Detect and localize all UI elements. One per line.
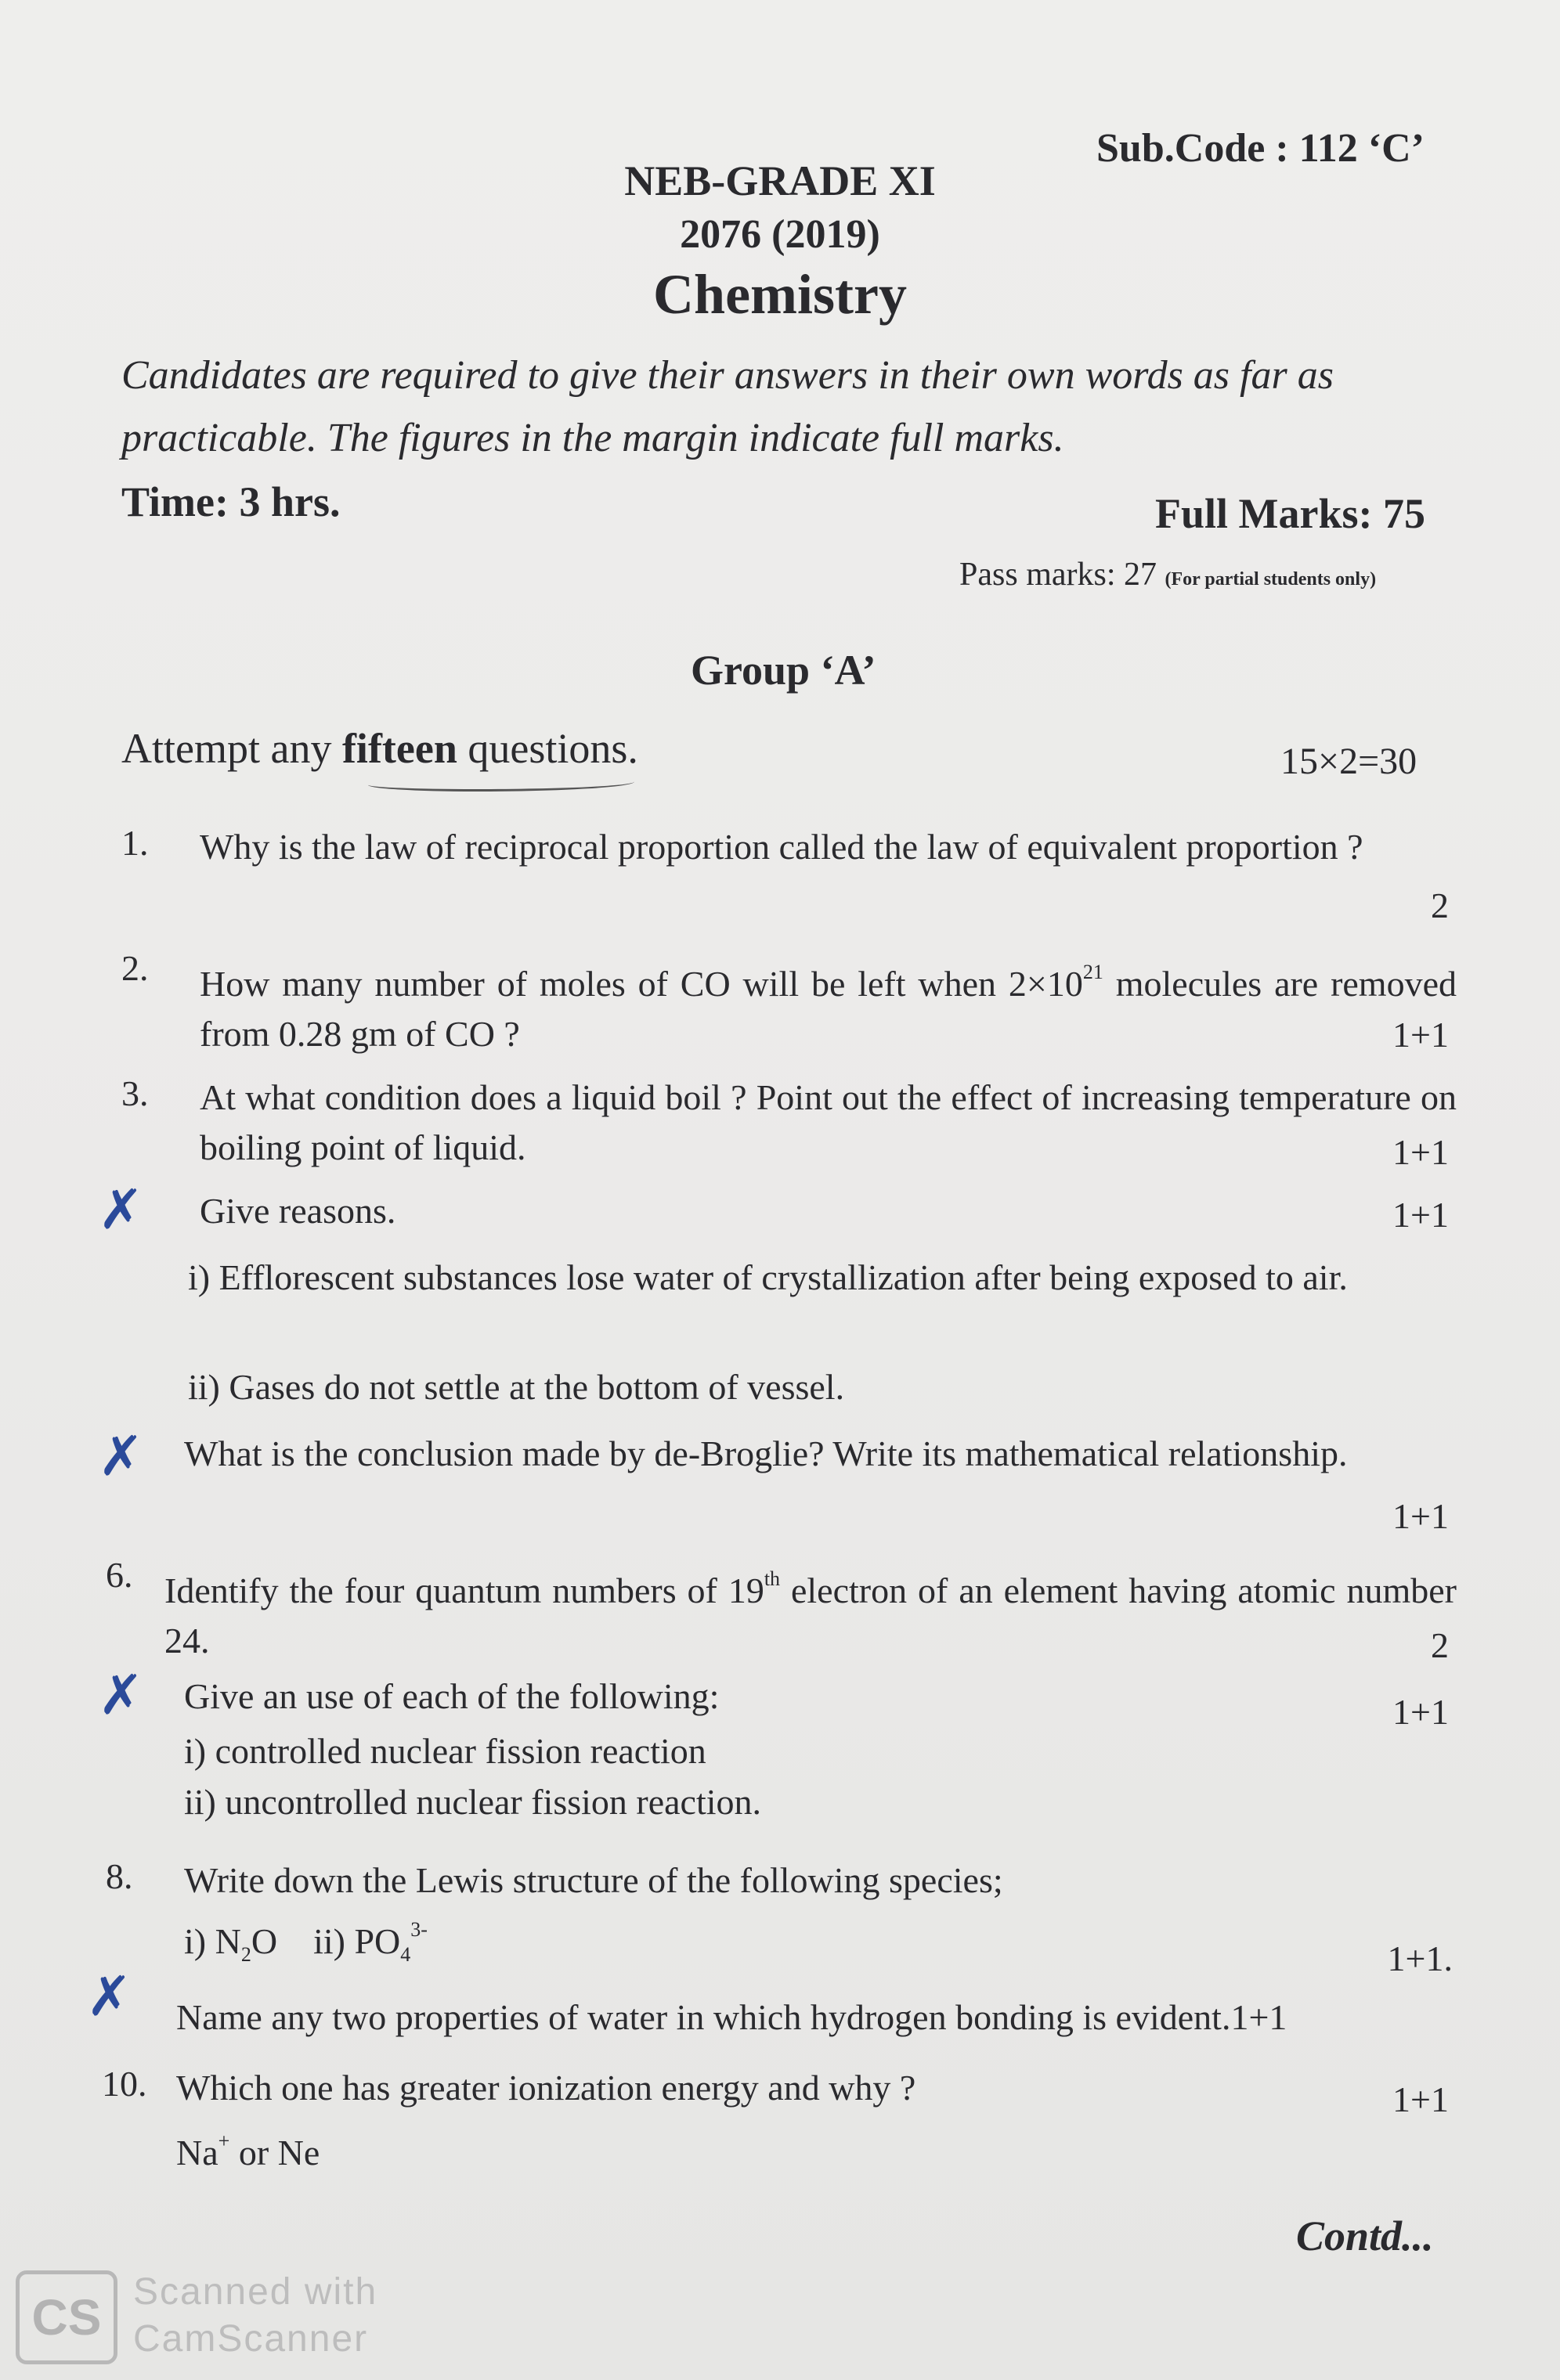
- subject-title: Chemistry: [653, 263, 907, 326]
- pen-cross-mark: ✗: [98, 1663, 144, 1727]
- pen-underline: [368, 775, 634, 792]
- sub-question: Na+ or Ne: [176, 2129, 320, 2173]
- question-text: Give reasons.: [200, 1191, 396, 1231]
- sub-question: ii) uncontrolled nuclear fission reaction.: [184, 1782, 762, 1822]
- question-number: 10.: [102, 2064, 147, 2104]
- pen-cross-mark: ✗: [86, 1964, 132, 2028]
- pen-cross-mark: ✗: [98, 1177, 144, 1242]
- question-text: What is the conclusion made by de-Broglie? Write its mathematical relationship.: [184, 1433, 1348, 1473]
- exam-title: NEB-GRADE XI: [624, 157, 936, 204]
- question-number: 3.: [121, 1073, 149, 1113]
- question-text: Which one has greater ionization energy and why ?: [176, 2068, 916, 2108]
- sub-code: Sub.Code : 112 ‘C’: [1096, 126, 1425, 171]
- sub-question: i) $N_2O$ ii) $PO_4^{3-}$: [184, 1918, 428, 1966]
- camscanner-logo: CS: [16, 2270, 117, 2364]
- pen-cross-mark: ✗: [98, 1424, 144, 1488]
- question-marks: 1+1: [1392, 2079, 1449, 2119]
- pass-marks: Pass marks: 27 (For partial students only): [959, 557, 1377, 593]
- sub-question: ii) Gases do not settle at the bottom of vessel.: [188, 1367, 845, 1407]
- question-text: Name any two properties of water in which hydrogen bonding is evident.1+1: [176, 1997, 1287, 2037]
- question-marks: 2: [1431, 885, 1449, 925]
- question-number: 8.: [106, 1856, 133, 1896]
- question-marks: 1+1: [1392, 1692, 1449, 1732]
- continued-label: Contd...: [1296, 2212, 1434, 2259]
- question-marks: 1+1.: [1387, 1938, 1453, 1978]
- group-heading: Group ‘A’: [691, 647, 876, 694]
- group-marks: 15×2=30: [1280, 741, 1417, 782]
- exam-year: 2076 (2019): [680, 212, 880, 257]
- question-number: 6.: [106, 1555, 133, 1595]
- question-text: Why is the law of reciprocal proportion called the law of equivalent proportion ?: [200, 827, 1363, 867]
- question-text: At what condition does a liquid boil ? Point out the effect of increasing temperature on boiling point of liquid.: [200, 1077, 1457, 1167]
- question-text: Give an use of each of the following:: [184, 1676, 720, 1716]
- group-instruction: Attempt any fifteen questions.: [121, 725, 638, 772]
- full-marks: Full Marks: 75: [1155, 490, 1425, 537]
- question-marks: 1+1: [1392, 1015, 1449, 1055]
- question-marks: 2: [1431, 1625, 1449, 1665]
- question-text: How many number of moles of CO will be left when $2\times 10^{21}$ molecules are removed from 0.28 gm of CO ?: [200, 961, 1457, 1054]
- sub-question: i) Efflorescent substances lose water of crystallization after being exposed to air.: [188, 1257, 1348, 1297]
- question-marks: 1+1: [1392, 1132, 1449, 1172]
- sub-question: i) controlled nuclear fission reaction: [184, 1731, 706, 1771]
- question-marks: 1+1: [1392, 1195, 1449, 1235]
- question-marks: 1+1: [1392, 1496, 1449, 1536]
- watermark-line-2: CamScanner: [133, 2318, 369, 2360]
- question-text: Identify the four quantum numbers of 19th electron of an element having atomic number 24.: [164, 1567, 1457, 1661]
- instructions: Candidates are required to give their answers in their own words as far as practicable. The figures in the margin indicate full marks.: [121, 353, 1334, 460]
- question-number: 2.: [121, 948, 149, 988]
- watermark-line-1: Scanned with: [133, 2271, 378, 2313]
- time-label: Time: 3 hrs.: [121, 478, 341, 525]
- question-text: Write down the Lewis structure of the following species;: [184, 1860, 1003, 1900]
- question-number: 1.: [121, 823, 149, 863]
